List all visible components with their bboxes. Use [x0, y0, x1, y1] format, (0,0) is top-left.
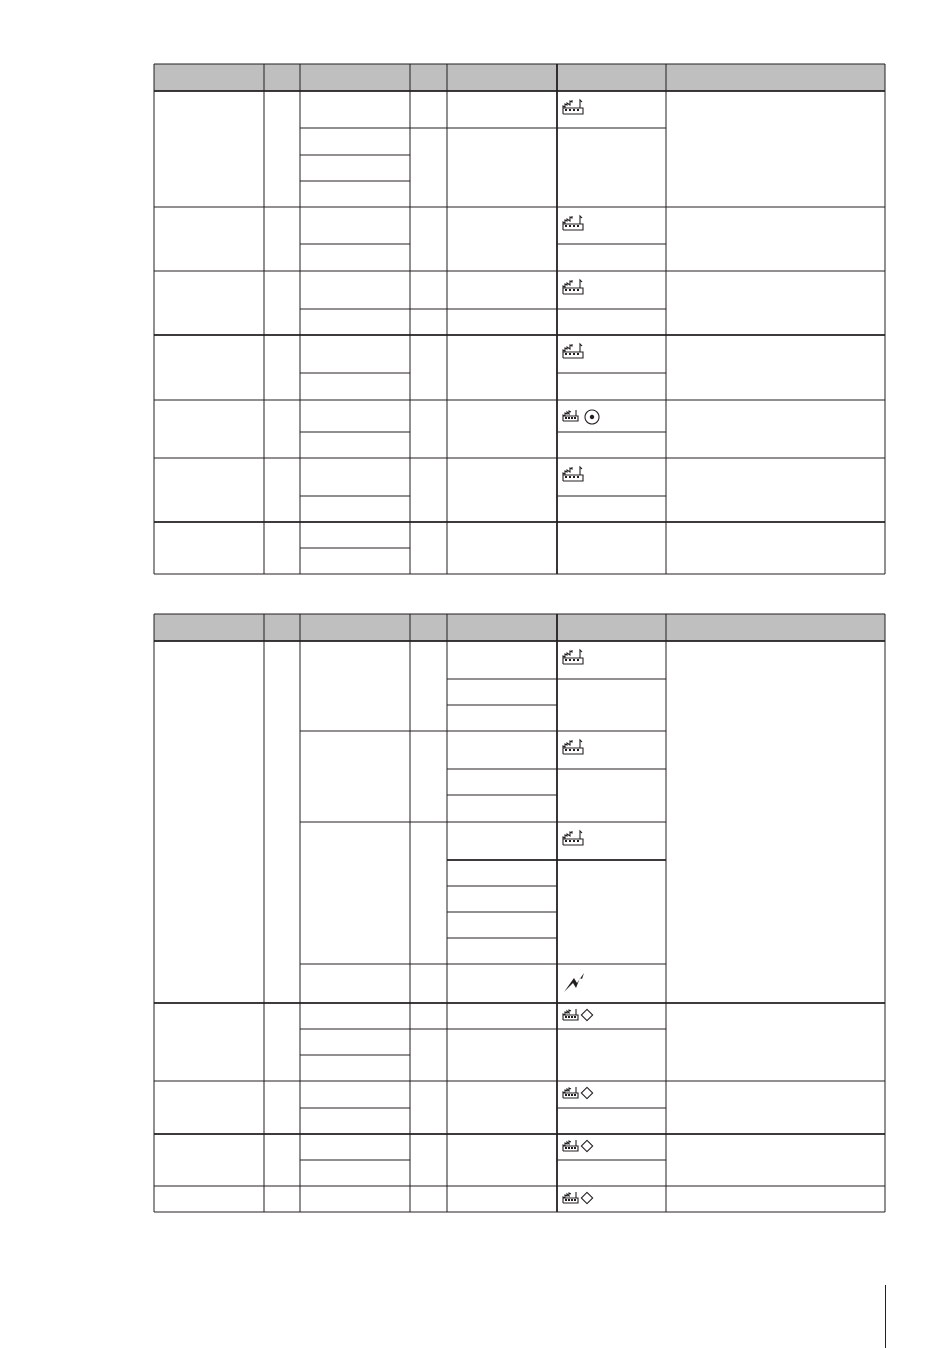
factory-diamond-icon: [563, 1192, 593, 1204]
factory-icon: [563, 216, 583, 230]
factory-icon: [563, 467, 583, 481]
factory-icon: [563, 100, 583, 114]
diamond-icon: [581, 1009, 592, 1020]
diamond-icon: [581, 1087, 592, 1098]
factory-icon: [563, 280, 583, 294]
lightning-icon: [564, 973, 584, 992]
factory-icon: [563, 740, 583, 754]
factory-icon: [563, 831, 583, 845]
diamond-icon: [581, 1192, 592, 1203]
factory-disc-icon: [563, 410, 599, 424]
table-1: [154, 64, 885, 574]
factory-diamond-icon: [563, 1009, 593, 1021]
factory-diamond-icon: [563, 1087, 593, 1099]
factory-icon: [563, 344, 583, 358]
factory-diamond-icon: [563, 1140, 593, 1152]
diamond-icon: [581, 1140, 592, 1151]
table-2: [154, 614, 885, 1212]
margin-rule: [885, 1285, 886, 1348]
factory-icon: [563, 650, 583, 664]
